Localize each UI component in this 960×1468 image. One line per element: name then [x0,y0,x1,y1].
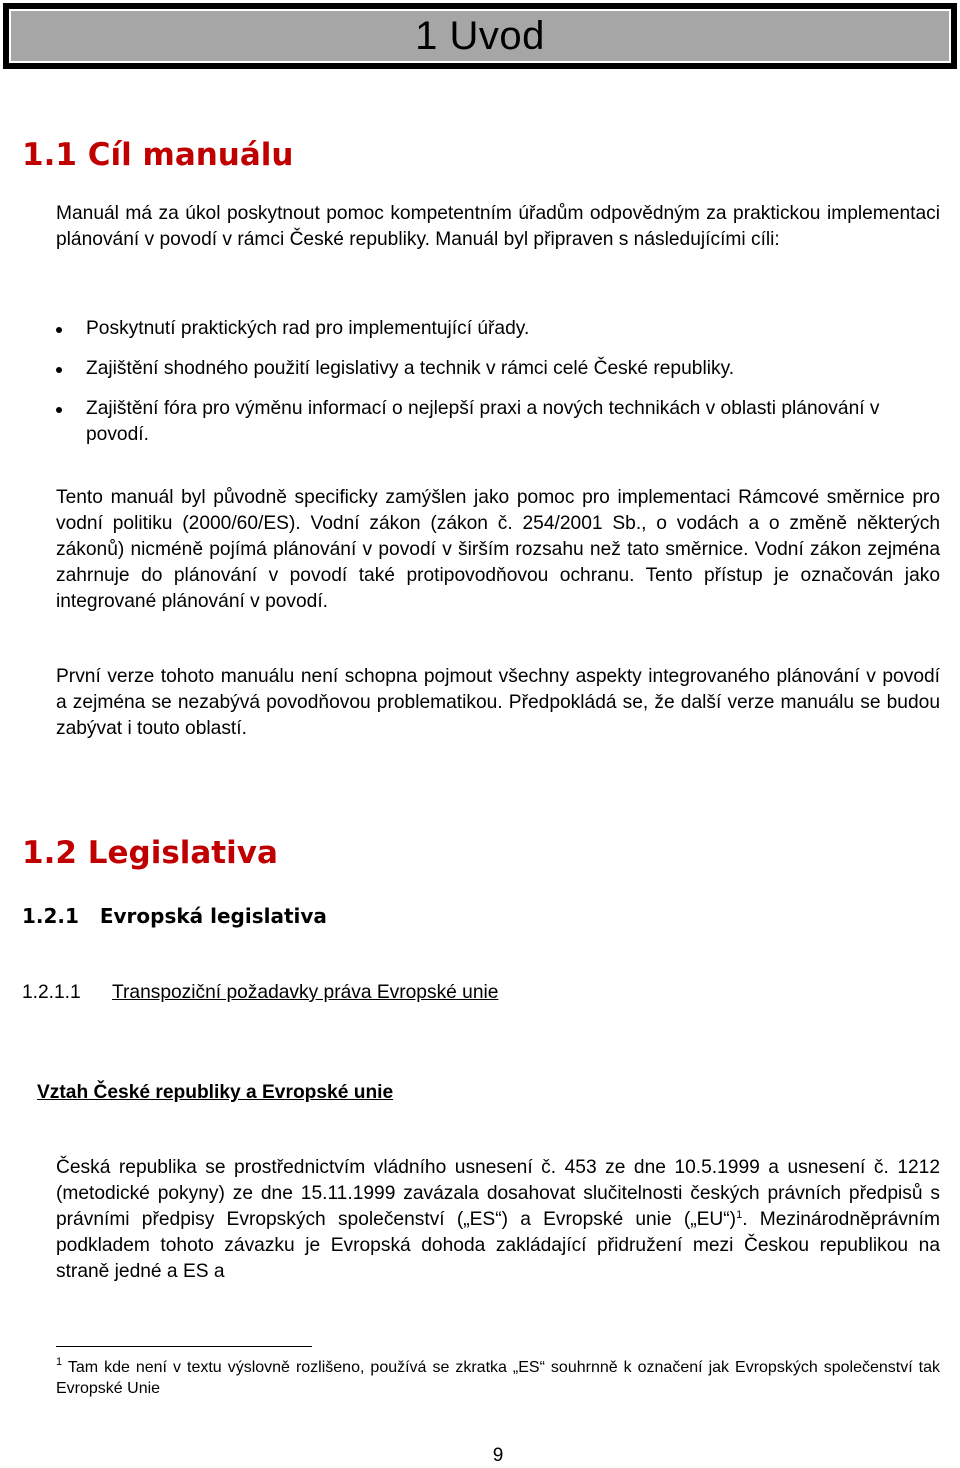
first-version-paragraph: První verze tohoto manuálu není schopna pojmout všechny aspekty integrovaného plánování v povodí a zejména se nezabývá povodňovou problematikou. Předpokládá se, že další verze manuálu se budou zabývat i touto oblastí. [56,666,940,739]
page-number: 9 [492,1445,504,1466]
section-1-1-number: 1.1 [22,137,77,173]
relation-heading: Vztah České republiky a Evropské unie [37,1082,394,1103]
chapter-title: 1 Uvod [415,13,545,58]
section-1-2-1-1-number: 1.2.1.1 [22,982,81,1003]
bullet-text: Poskytnutí praktických rad pro implementující úřady. [86,318,530,339]
bullet-dot-icon [56,407,62,413]
section-1-2-1-title: Evropská legislativa [99,904,327,928]
chapter-title-frame [9,9,951,63]
footnote-separator [56,1346,312,1347]
intro-paragraph: Manuál má za úkol poskytnout pomoc kompetentním úřadům odpovědným za praktickou implementaci plánování v povodí v rámci České republiky. Manuál byl připraven s následujícími cíli: [56,203,940,250]
footnote-text: Tam kde není v textu výslovně rozlišeno, používá se zkratka „ES“ souhrnně k označení jak Evropských společenství tak Evropské Unie [56,1359,941,1397]
bullet-dot-icon [56,367,62,373]
purpose-paragraph: Tento manuál byl původně specificky zamýšlen jako pomoc pro implementaci Rámcové směrnice pro vodní politiku (2000/60/ES). Vodní zákon (zákon č. 254/2001 Sb., o vodách a o změně některých zákonů) nicméně pojímá plánování v povodí v širším rozsahu než tato směrnice. Vodní zákon zejména zahrnuje do plánování v povodí také protipovodňovou ochranu. Tento přístup je označován jako integrované plánování v povodí. [56,487,940,612]
relation-paragraph-main: Česká republika se prostřednictvím vládního usnesení č. 453 ze dne 10.5.1999 a usnesení č. 1212 (metodické pokyny) ze dne 15.11.1999 zavázala dosahovat slučitelnosti českých právních předpisů s právními předpisy Evropských společenství („ES“) a Evropské unie („EU“) [56,1157,940,1230]
footnote [56,1357,940,1399]
section-1-2-1-1-heading [22,980,499,1006]
relation-paragraph-tail: . Mezinárodněprávním podkladem tohoto závazku je Evropská dohoda zakládající přidružení mezi Českou republikou na straně jedné a ES a [56,1209,940,1282]
section-1-2-title: Legislativa [87,835,278,871]
chapter-title-box [3,3,957,69]
section-1-2-number: 1.2 [22,835,77,871]
section-1-2-1-1-title: Transpoziční požadavky práva Evropské unie [112,982,499,1003]
bullet-text: Zajištění fóra pro výměnu informací o nejlepší praxi a nových technikách v oblasti plánování v povodí. [86,398,880,445]
section-1-2-1-number: 1.2.1 [22,904,79,928]
footnote-number: 1 [56,1356,63,1368]
section-1-1-heading [22,136,294,174]
section-1-1-title: Cíl manuálu [87,137,294,173]
relation-paragraph [56,1155,940,1285]
bullet-dot-icon [56,327,62,333]
section-1-2-1-heading [22,903,327,929]
section-1-2-heading [22,834,278,872]
bullet-text: Zajištění shodného použití legislativy a technik v rámci celé České republiky. [86,358,735,379]
footnote-reference[interactable]: 1 [736,1209,743,1221]
